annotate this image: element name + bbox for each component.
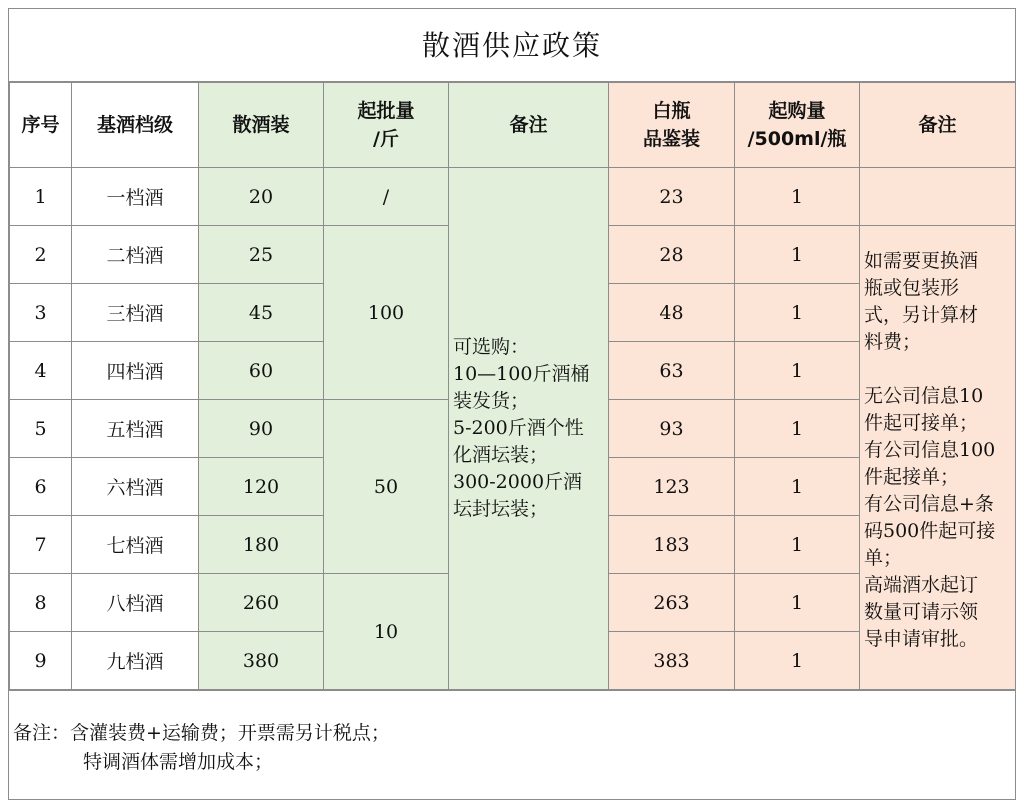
header-grade: 基酒档级 [72, 83, 199, 168]
cell-min: 1 [735, 632, 860, 690]
cell-white: 63 [609, 342, 735, 400]
cell-seq: 7 [10, 516, 72, 574]
remark-right-line: 件起可接单； [864, 412, 979, 434]
cell-seq: 2 [10, 226, 72, 284]
cell-white: 183 [609, 516, 735, 574]
cell-min: 1 [735, 342, 860, 400]
cell-grade: 七档酒 [72, 516, 199, 574]
cell-remark-right-empty [860, 168, 1016, 226]
cell-seq: 9 [10, 632, 72, 690]
cell-white: 48 [609, 284, 735, 342]
cell-batch-tier2: 100 [324, 226, 449, 400]
policy-table [9, 82, 1016, 690]
header-row [10, 83, 1016, 168]
table-row [10, 168, 1016, 226]
cell-seq: 1 [10, 168, 72, 226]
cell-bulk: 180 [199, 516, 324, 574]
cell-grade: 一档酒 [72, 168, 199, 226]
cell-white: 383 [609, 632, 735, 690]
cell-grade: 三档酒 [72, 284, 199, 342]
cell-min: 1 [735, 168, 860, 226]
cell-min: 1 [735, 400, 860, 458]
cell-batch-tier3: 50 [324, 400, 449, 574]
remark-right-line: 码500件起可接 [864, 520, 996, 542]
cell-batch-tier4: 10 [324, 574, 449, 690]
remark-left-line: 装发货； [453, 390, 530, 412]
header-white-bottle-line2: 品鉴装 [642, 128, 700, 150]
cell-bulk: 25 [199, 226, 324, 284]
remark-right-line: 单； [864, 547, 903, 569]
cell-grade: 二档酒 [72, 226, 199, 284]
header-white-bottle-line1: 白瓶 [652, 100, 691, 122]
cell-white: 23 [609, 168, 735, 226]
header-remark-left: 备注 [449, 83, 609, 168]
policy-sheet [8, 8, 1016, 800]
cell-min: 1 [735, 574, 860, 632]
cell-bulk: 90 [199, 400, 324, 458]
cell-remark-left [449, 168, 609, 690]
remark-right-line: 导申请审批。 [864, 628, 979, 650]
remark-left-line: 5-200斤酒个性 [453, 417, 584, 439]
cell-white: 123 [609, 458, 735, 516]
cell-grade: 八档酒 [72, 574, 199, 632]
remark-left-line: 10—100斤酒桶 [453, 363, 590, 385]
cell-min: 1 [735, 516, 860, 574]
cell-bulk: 45 [199, 284, 324, 342]
cell-min: 1 [735, 284, 860, 342]
remark-left-line: 化酒坛装； [453, 444, 549, 466]
cell-min: 1 [735, 458, 860, 516]
header-min-purchase [735, 83, 860, 168]
cell-bulk: 260 [199, 574, 324, 632]
remark-right-line: 无公司信息10 [864, 385, 984, 407]
header-min-purchase-line1: 起购量 [768, 100, 826, 122]
header-seq: 序号 [10, 83, 72, 168]
header-remark-right: 备注 [860, 83, 1016, 168]
remark-right-spacer [864, 356, 1011, 383]
cell-min: 1 [735, 226, 860, 284]
cell-bulk: 380 [199, 632, 324, 690]
header-min-purchase-line2: /500ml/瓶 [747, 128, 847, 150]
remark-left-line: 坛封坛装； [453, 498, 549, 520]
cell-batch-tier1: / [324, 168, 449, 226]
cell-bulk: 20 [199, 168, 324, 226]
remark-right-line: 数量可请示领 [864, 601, 979, 623]
cell-seq: 8 [10, 574, 72, 632]
cell-seq: 6 [10, 458, 72, 516]
cell-bulk: 60 [199, 342, 324, 400]
footer-line1: 备注：含灌装费+运输费；开票需另计税点； [13, 722, 390, 744]
remark-right-line: 式，另计算材 [864, 304, 979, 326]
remark-left-line: 可选购： [453, 336, 530, 358]
footer-line2: 特调酒体需增加成本； [83, 751, 274, 773]
remark-right-line: 料费； [864, 331, 922, 353]
cell-remark-right [860, 226, 1016, 690]
remark-left-line: 300-2000斤酒 [453, 471, 583, 493]
remark-right-line: 件起接单； [864, 466, 960, 488]
cell-grade: 四档酒 [72, 342, 199, 400]
header-bulk: 散酒装 [199, 83, 324, 168]
footer-note [9, 690, 1015, 798]
cell-bulk: 120 [199, 458, 324, 516]
page-title: 散酒供应政策 [9, 9, 1015, 82]
cell-white: 263 [609, 574, 735, 632]
remark-right-line: 有公司信息+条 [864, 493, 994, 515]
header-min-batch-line1: 起批量 [357, 100, 415, 122]
remark-right-line: 瓶或包装形 [864, 277, 960, 299]
cell-seq: 4 [10, 342, 72, 400]
cell-grade: 六档酒 [72, 458, 199, 516]
header-min-batch [324, 83, 449, 168]
cell-white: 93 [609, 400, 735, 458]
cell-grade: 五档酒 [72, 400, 199, 458]
header-white-bottle [609, 83, 735, 168]
remark-right-line: 如需要更换酒 [864, 250, 979, 272]
cell-seq: 5 [10, 400, 72, 458]
cell-grade: 九档酒 [72, 632, 199, 690]
cell-seq: 3 [10, 284, 72, 342]
header-min-batch-line2: /斤 [373, 128, 399, 150]
cell-white: 28 [609, 226, 735, 284]
remark-right-line: 高端酒水起订 [864, 574, 979, 596]
remark-right-line: 有公司信息100 [864, 439, 996, 461]
